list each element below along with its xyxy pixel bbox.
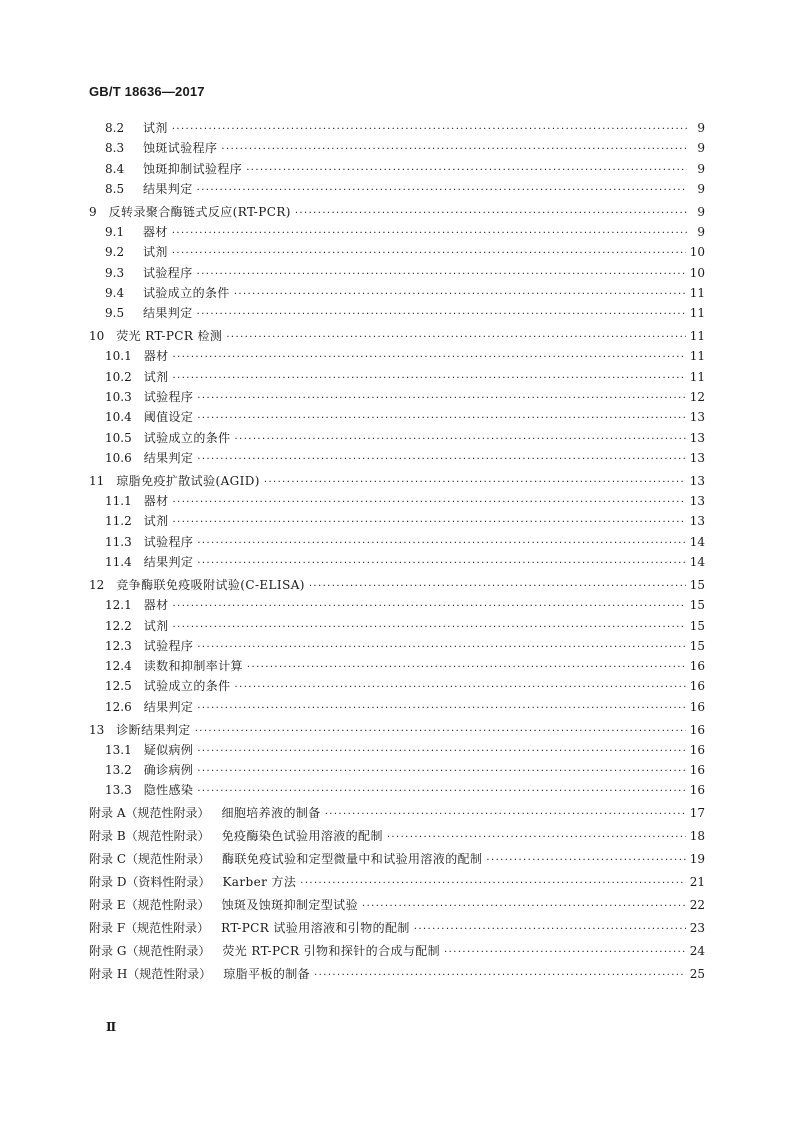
toc-entry[interactable] [89,676,705,696]
table-of-contents [89,118,705,984]
toc-entry-number: 10.2 [105,369,132,384]
toc-entry-title: 疑似病例 [143,742,194,757]
toc-entry[interactable] [89,575,705,595]
toc-dot-leader [362,897,686,917]
toc-entry[interactable] [89,222,705,242]
toc-entry-number: 11.2 [105,514,132,529]
toc-dot-leader [486,851,685,871]
toc-dot-leader [235,430,686,450]
toc-dot-leader [197,742,685,762]
toc-entry-number: 10.5 [105,430,132,445]
toc-entry-number: 附录 D（资料性附录） [89,875,211,890]
toc-entry-number: 8.2 [105,121,125,135]
toc-entry-page: 17 [689,806,705,821]
toc-entry-page: 25 [689,966,705,981]
toc-dot-leader [197,554,685,574]
toc-dot-leader [197,782,685,802]
toc-entry-number: 附录 B（规范性附录） [89,829,210,844]
toc-dot-leader [172,120,687,140]
toc-dot-leader [295,204,687,224]
toc-entry-page: 16 [689,679,705,694]
toc-entry-title: Karber 方法 [222,875,297,890]
toc-entry-page: 15 [689,598,705,613]
toc-entry-title: 结果判定 [143,306,193,321]
toc-entry-title: 试验成立的条件 [143,679,231,694]
toc-entry-title: 诊断结果判定 [116,722,191,737]
toc-entry-title: 琼脂平板的制备 [223,966,311,981]
toc-entry-page: 14 [689,555,705,570]
toc-entry-number: 8.4 [105,161,125,176]
toc-entry-page: 13 [689,410,705,425]
toc-entry-page: 13 [689,450,705,465]
toc-entry-page: 13 [689,514,705,529]
toc-entry-page: 18 [689,829,705,844]
toc-entry[interactable] [89,118,705,138]
toc-entry-number: 10.6 [105,450,132,465]
toc-entry-number: 11.4 [105,555,132,570]
toc-dot-leader [314,966,686,986]
toc-dot-leader [173,597,686,617]
toc-entry-page: 13 [689,494,705,509]
toc-entry-number: 10.1 [105,349,132,364]
toc-entry-title: 琼脂免疫扩散试验(AGID) [116,473,260,488]
toc-entry-number: 9.5 [105,306,125,321]
toc-entry-title: 蚀斑试验程序 [143,141,218,156]
toc-entry[interactable] [89,595,705,615]
toc-entry-title: 器材 [143,349,169,364]
toc-entry-title: 酶联免疫试验和定型微量中和试验用溶液的配制 [222,852,483,867]
toc-dot-leader [173,618,686,638]
toc-dot-leader [197,638,685,658]
toc-entry-number: 附录 C（规范性附录） [89,852,210,867]
toc-entry-number: 10.3 [105,390,132,405]
toc-entry-title: 免疫酶染色试验用溶液的配制 [221,829,383,844]
toc-entry-number: 10.4 [105,410,132,425]
toc-entry-page: 15 [689,638,705,653]
page-number-footer: Ⅱ [106,1020,117,1034]
toc-entry-title: 确诊病例 [143,763,194,778]
toc-entry-number: 附录 H（规范性附录） [89,966,212,981]
toc-entry[interactable] [89,849,705,869]
toc-entry-title: 试验成立的条件 [143,285,230,300]
toc-entry-title: 荧光 RT-PCR 检测 [116,329,223,344]
toc-entry[interactable] [89,941,705,961]
toc-dot-leader [197,409,685,429]
toc-entry-number: 12.6 [105,699,132,714]
toc-dot-leader [197,181,687,201]
toc-entry-title: 结果判定 [143,555,194,570]
toc-entry-title: 器材 [143,598,169,613]
toc-entry-title: 试剂 [143,245,168,260]
toc-entry-number: 8.3 [105,141,125,156]
toc-dot-leader [444,943,686,963]
toc-entry-title: 试验程序 [143,265,193,280]
toc-entry-title: 试剂 [143,618,169,633]
toc-entry-page: 13 [689,430,705,445]
toc-entry-page: 16 [689,722,705,737]
toc-entry-page: 15 [689,618,705,633]
toc-entry-number: 9.4 [105,285,125,300]
toc-entry-page: 9 [697,204,705,219]
toc-entry[interactable] [89,303,705,323]
toc-entry-title: 结果判定 [143,699,194,714]
toc-entry-number: 8.5 [105,181,125,196]
toc-dot-leader [173,369,686,389]
toc-entry-title: 竞争酶联免疫吸附试验(C-ELISA) [116,577,305,592]
toc-entry-page: 14 [689,534,705,549]
toc-entry[interactable] [89,720,705,740]
toc-entry-number: 13.1 [105,742,132,757]
toc-entry[interactable] [89,448,705,468]
toc-entry-number: 12 [89,577,105,592]
toc-entry-number: 13.2 [105,763,132,778]
toc-entry-number: 10 [89,329,105,344]
toc-entry-number: 9.1 [105,225,125,240]
toc-entry-number: 12.5 [105,679,132,694]
toc-entry-title: 隐性感染 [143,783,194,798]
toc-entry[interactable] [89,826,705,846]
toc-dot-leader [173,348,686,368]
toc-entry-title: 蚀斑及蚀斑抑制定型试验 [221,897,358,912]
toc-entry-page: 22 [689,897,705,912]
toc-entry-title: 结果判定 [143,181,193,196]
toc-entry-number: 11 [89,473,105,488]
toc-entry-page: 16 [689,699,705,714]
toc-entry-number: 附录 G（规范性附录） [89,943,211,958]
toc-entry-title: RT-PCR 试验用溶液和引物的配制 [221,920,410,935]
toc-entry-number: 13.3 [105,783,132,798]
toc-entry[interactable] [89,179,705,199]
toc-entry-title: 试剂 [143,121,168,135]
toc-entry-title: 试剂 [143,369,169,384]
toc-entry-number: 11.3 [105,534,132,549]
toc-entry-page: 11 [689,369,705,384]
toc-entry-number: 附录 E（规范性附录） [89,897,210,912]
toc-entry-page: 15 [689,577,705,592]
toc-entry[interactable] [89,326,705,346]
toc-entry-number: 9.2 [105,245,125,260]
toc-entry-page: 9 [697,161,705,176]
toc-entry-title: 试剂 [143,514,169,529]
toc-entry-page: 16 [689,742,705,757]
toc-dot-leader [300,874,685,894]
toc-dot-leader [414,920,686,940]
toc-entry-page: 11 [689,329,705,344]
toc-dot-leader [173,493,686,513]
toc-dot-leader [221,140,687,160]
toc-entry-page: 16 [689,763,705,778]
toc-entry-page: 16 [689,659,705,674]
toc-entry[interactable] [89,491,705,511]
toc-entry-title: 蚀斑抑制试验程序 [143,161,243,176]
toc-entry[interactable] [89,964,705,984]
toc-entry[interactable] [89,202,705,222]
toc-entry[interactable] [89,283,705,303]
toc-dot-leader [235,678,686,698]
toc-dot-leader [325,805,686,825]
toc-dot-leader [172,224,687,244]
toc-entry-title: 试验程序 [143,534,194,549]
toc-entry[interactable] [89,616,705,636]
toc-entry-number: 12.2 [105,618,132,633]
document-code-header: GB/T 18636—2017 [89,84,205,99]
toc-entry-page: 11 [689,306,705,321]
toc-entry-page: 19 [689,852,705,867]
toc-entry-number: 11.1 [105,494,132,509]
toc-dot-leader [226,328,685,348]
toc-entry[interactable] [89,346,705,366]
toc-entry[interactable] [89,367,705,387]
toc-dot-leader [387,828,686,848]
toc-entry[interactable] [89,138,705,158]
toc-entry-page: 23 [689,920,705,935]
toc-dot-leader [195,722,686,742]
toc-dot-leader [247,658,686,678]
toc-entry[interactable] [89,428,705,448]
toc-entry-title: 读数和抑制率计算 [143,659,243,674]
toc-entry[interactable] [89,636,705,656]
toc-entry-title: 试验程序 [143,638,194,653]
toc-dot-leader [197,389,685,409]
toc-entry-number: 9.3 [105,265,125,280]
toc-entry[interactable] [89,697,705,717]
toc-dot-leader [197,699,685,719]
toc-entry[interactable] [89,656,705,676]
toc-entry-title: 荧光 RT-PCR 引物和探针的合成与配制 [222,943,441,958]
toc-dot-leader [197,534,685,554]
toc-entry-title: 细胞培养液的制备 [221,806,321,821]
toc-entry[interactable] [89,760,705,780]
toc-entry-number: 附录 F（规范性附录） [89,920,210,935]
toc-entry-number: 9 [89,204,97,219]
toc-entry-page: 10 [689,245,705,260]
toc-entry-page: 21 [689,875,705,890]
toc-entry[interactable] [89,740,705,760]
toc-entry[interactable] [89,872,705,892]
toc-dot-leader [172,244,686,264]
toc-entry-title: 试验程序 [143,390,194,405]
toc-entry-number: 12.1 [105,598,132,613]
toc-entry-title: 器材 [143,494,169,509]
toc-entry-title: 试验成立的条件 [143,430,231,445]
toc-entry-page: 13 [689,473,705,488]
toc-entry-number: 12.3 [105,638,132,653]
toc-entry-page: 24 [689,943,705,958]
toc-entry-title: 反转录聚合酶链式反应(RT-PCR) [108,204,291,219]
toc-entry-page: 11 [689,349,705,364]
toc-entry-title: 结果判定 [143,450,194,465]
toc-entry-number: 13 [89,722,105,737]
toc-entry[interactable] [89,780,705,800]
toc-dot-leader [197,305,686,325]
toc-entry[interactable] [89,552,705,572]
toc-entry[interactable] [89,471,705,491]
toc-entry-number: 12.4 [105,659,132,674]
toc-dot-leader [309,577,686,597]
toc-dot-leader [234,285,686,305]
toc-entry[interactable] [89,532,705,552]
toc-dot-leader [197,265,686,285]
toc-entry[interactable] [89,803,705,823]
toc-entry-page: 9 [697,181,705,196]
toc-entry-page: 11 [689,285,705,300]
toc-entry[interactable] [89,895,705,915]
toc-entry-page: 10 [689,265,705,280]
toc-entry[interactable] [89,263,705,283]
toc-entry[interactable] [89,242,705,262]
toc-entry[interactable] [89,159,705,179]
toc-entry[interactable] [89,387,705,407]
toc-entry[interactable] [89,511,705,531]
toc-entry[interactable] [89,407,705,427]
toc-entry-page: 12 [689,390,705,405]
toc-dot-leader [197,762,685,782]
toc-dot-leader [246,161,687,181]
toc-entry-title: 阈值设定 [143,410,194,425]
toc-dot-leader [197,450,685,470]
toc-entry-page: 16 [689,783,705,798]
toc-entry-page: 9 [697,141,705,156]
toc-entry-title: 器材 [143,225,168,240]
toc-entry-number: 附录 A（规范性附录） [89,806,210,821]
toc-dot-leader [173,513,686,533]
toc-entry[interactable] [89,918,705,938]
toc-entry-page: 9 [697,121,705,135]
toc-entry-page: 9 [697,225,705,240]
toc-dot-leader [264,473,686,493]
